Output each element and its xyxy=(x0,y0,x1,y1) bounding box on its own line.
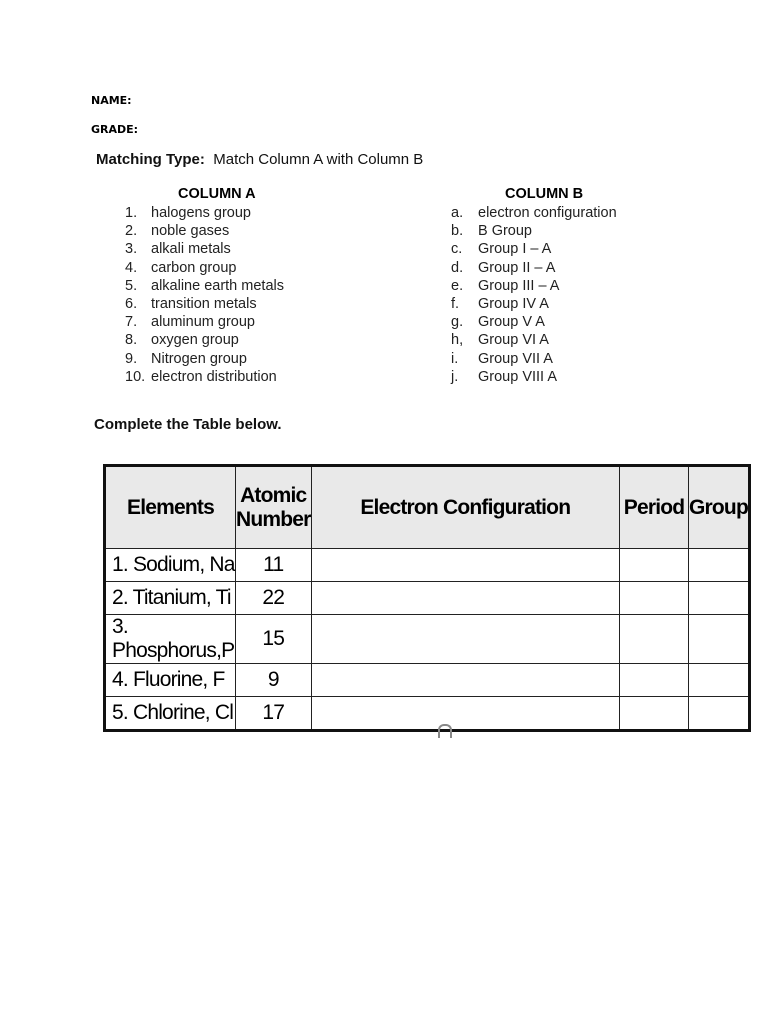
table-header-row xyxy=(105,466,750,549)
item-text: B Group xyxy=(478,223,532,240)
period-cell[interactable] xyxy=(620,582,689,615)
grade-label: GRADE: xyxy=(91,123,139,136)
header-atomic-line1: Atomic xyxy=(240,483,307,507)
list-item xyxy=(451,240,617,258)
matching-title-instruction: Match Column A with Column B xyxy=(204,151,424,168)
item-text: Group III – A xyxy=(478,277,560,294)
table-row xyxy=(105,582,750,615)
item-marker: 2. xyxy=(125,223,138,240)
group-cell[interactable] xyxy=(688,582,749,615)
list-item xyxy=(451,313,617,331)
column-b-heading: COLUMN B xyxy=(505,186,584,202)
item-text: Group II – A xyxy=(478,259,556,276)
item-marker: d. xyxy=(451,259,464,276)
item-marker: 3. xyxy=(125,241,138,258)
item-marker: j. xyxy=(451,368,459,385)
item-text: alkali metals xyxy=(151,241,231,258)
list-item xyxy=(125,295,284,313)
item-marker: 8. xyxy=(125,332,138,349)
item-text: Group VIII A xyxy=(478,368,557,385)
list-item xyxy=(125,259,284,277)
item-marker: f. xyxy=(451,295,460,312)
header-elements: Elements xyxy=(105,466,236,549)
atomic-number-cell: 11 xyxy=(235,549,311,582)
item-marker: c. xyxy=(451,241,463,258)
list-item xyxy=(451,204,617,222)
group-cell[interactable] xyxy=(688,615,749,664)
table-row xyxy=(105,615,750,664)
complete-table-title: Complete the Table below. xyxy=(94,416,282,433)
list-item xyxy=(451,295,617,313)
item-marker: 10. xyxy=(125,368,146,385)
header-atomic-number xyxy=(235,466,311,549)
period-cell[interactable] xyxy=(620,615,689,664)
item-text: Group IV A xyxy=(478,295,549,312)
item-marker: e. xyxy=(451,277,464,294)
list-item xyxy=(125,368,284,386)
list-item xyxy=(451,350,617,368)
column-a-list xyxy=(125,204,284,386)
item-text: noble gases xyxy=(151,223,230,240)
matching-type-title xyxy=(96,151,423,168)
item-text: Group V A xyxy=(478,314,545,331)
group-cell[interactable] xyxy=(688,697,749,731)
item-text: alkaline earth metals xyxy=(151,277,284,294)
element-cell: 1. Sodium, Na xyxy=(105,549,236,582)
config-cell[interactable] xyxy=(311,697,620,731)
item-marker: 1. xyxy=(125,205,138,221)
item-marker: a. xyxy=(451,205,464,221)
item-text: electron configuration xyxy=(478,205,617,221)
element-cell: 2. Titanium, Ti xyxy=(105,582,236,615)
item-marker: h, xyxy=(451,332,464,349)
element-table xyxy=(103,464,751,732)
config-cell[interactable] xyxy=(311,549,620,582)
item-marker: g. xyxy=(451,314,464,331)
list-item xyxy=(451,259,617,277)
list-item xyxy=(451,277,617,295)
item-text: aluminum group xyxy=(151,314,255,331)
table-row xyxy=(105,697,750,731)
list-item xyxy=(451,368,617,386)
group-cell[interactable] xyxy=(688,549,749,582)
config-cell[interactable] xyxy=(311,615,620,664)
config-cell[interactable] xyxy=(311,664,620,697)
item-marker: 5. xyxy=(125,277,138,294)
item-text: Group VI A xyxy=(478,332,549,349)
item-marker: 4. xyxy=(125,259,138,276)
item-text: Nitrogen group xyxy=(151,350,247,367)
item-marker: b. xyxy=(451,223,464,240)
header-atomic-line2: Number xyxy=(235,507,311,531)
name-label: NAME: xyxy=(91,94,132,107)
item-text: Group I – A xyxy=(478,241,552,258)
header-group: Group xyxy=(688,466,749,549)
header-period: Period xyxy=(620,466,689,549)
list-item xyxy=(451,222,617,240)
table-row xyxy=(105,664,750,697)
item-text: transition metals xyxy=(151,295,257,312)
element-cell: 5. Chlorine, Cl xyxy=(105,697,236,731)
list-item xyxy=(125,240,284,258)
table-row xyxy=(105,549,750,582)
item-text: halogens group xyxy=(151,205,251,221)
item-marker: i. xyxy=(451,350,459,367)
list-item xyxy=(125,222,284,240)
element-cell: 4. Fluorine, F xyxy=(105,664,236,697)
config-cell[interactable] xyxy=(311,582,620,615)
column-a-heading: COLUMN A xyxy=(178,186,256,202)
item-text: electron distribution xyxy=(151,368,277,385)
atomic-number-cell: 22 xyxy=(235,582,311,615)
item-text: Group VII A xyxy=(478,350,553,367)
element-cell: 3. Phosphorus,P xyxy=(105,615,236,664)
list-item xyxy=(125,277,284,295)
list-item xyxy=(125,313,284,331)
list-item xyxy=(125,204,284,222)
text-cursor-icon xyxy=(438,724,452,738)
matching-title-bold: Matching Type: xyxy=(96,151,205,168)
item-marker: 7. xyxy=(125,314,138,331)
item-marker: 6. xyxy=(125,295,138,312)
list-item xyxy=(451,331,617,349)
header-electron-configuration: Electron Configuration xyxy=(311,466,620,549)
group-cell[interactable] xyxy=(688,664,749,697)
list-item xyxy=(125,331,284,349)
item-marker: 9. xyxy=(125,350,138,367)
column-b-list xyxy=(451,204,617,386)
atomic-number-cell: 17 xyxy=(235,697,311,731)
item-text: carbon group xyxy=(151,259,237,276)
list-item xyxy=(125,350,284,368)
atomic-number-cell: 15 xyxy=(235,615,311,664)
atomic-number-cell: 9 xyxy=(235,664,311,697)
period-cell[interactable] xyxy=(620,549,689,582)
period-cell[interactable] xyxy=(620,664,689,697)
item-text: oxygen group xyxy=(151,332,239,349)
period-cell[interactable] xyxy=(620,697,689,731)
